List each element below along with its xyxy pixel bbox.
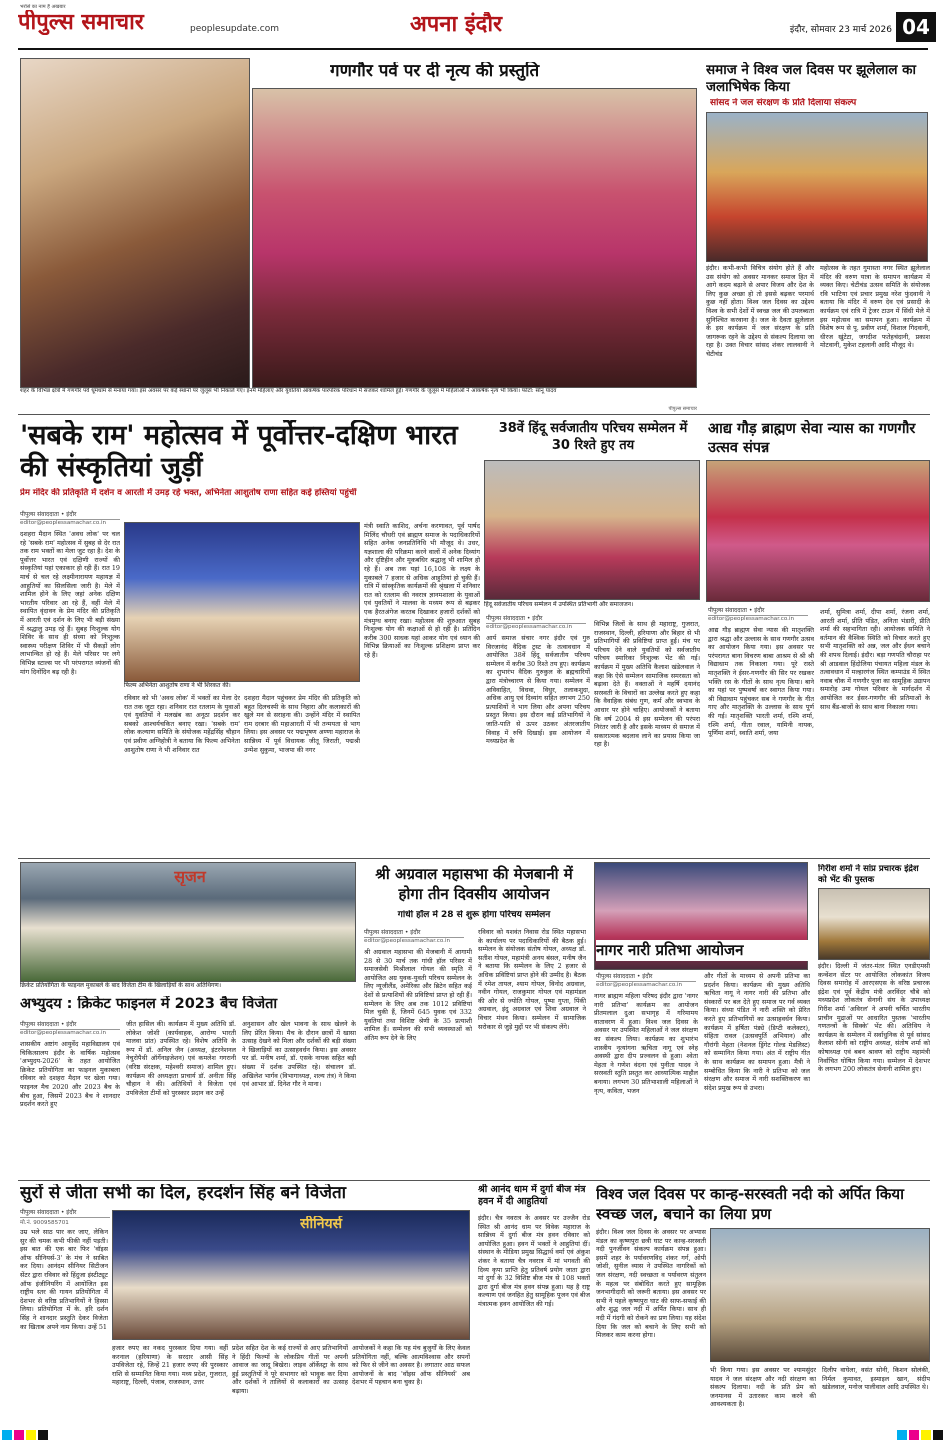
reg-mark-magenta [14, 1430, 24, 1440]
section-rule-1 [18, 414, 930, 415]
reg-mark-black [38, 1430, 48, 1440]
vishwa-jal-col3: दिलीप वाघेला, वसंत सोनी, किशन सोलंकी, निर्मल कुमावत, इस्माइल खान, संदीप खंडेलवाल, मनोज पालीवाल आदि उपस्थित थे। [822, 1366, 930, 1392]
parichay-photo [484, 460, 700, 600]
dateline: इंदौर, सोमवार 23 मार्च 2026 [789, 25, 892, 35]
girish-photo [818, 888, 930, 960]
nagar-nari-byline: पीपुल्स संवाददाता • इंदौर [596, 972, 696, 982]
aadya-gaud-byline: पीपुल्स संवाददाता • इंदौर [708, 606, 808, 616]
nagar-nari-email[interactable]: editor@peoplessamachar.co.in [596, 982, 683, 988]
aadya-gaud-email[interactable]: editor@peoplessamachar.co.in [708, 616, 795, 622]
reg-mark-cyan-right [897, 1430, 907, 1440]
section-rule-2 [18, 858, 930, 859]
jhulelal-col2: महोत्सव के तहत गुमास्ता नगर स्थित झूलेलाल मंदिर की वरुण यात्रा के समापन कार्यक्रम में व्यक्त किए। चेटीचंड उत्सव समिति के संयोजक रवि भाटिया एवं प्रचार प्रमुख नरेश फुंदवानी ने बताया कि मंदिर में वरुण देव एवं प्रसादी के कार्यक्रम एवं रात्रि में ट्रेजर टाउन में सिंधी मेले में इस महोत्सव का समापन हुआ। कार्यक्रम में विशेष रूप से पू. प्रवीण शर्मा, विशाल गिदवानी, धीरज खुंटेटा, जगदीश फतेहचंदानी, प्रकाश मोटवानी, मुकेश टहलानी आदि मौजूद थे। [820, 264, 930, 350]
parichay-caption: हिंदू सर्वजातीय परिचय सम्मेलन में उपस्थित प्रतिभागी और समाजजन। [484, 601, 700, 611]
cricket-banner: सृजन [174, 868, 206, 886]
cricket-email[interactable]: editor@peoplessamachar.co.in [20, 1030, 107, 1036]
sabke-ram-col2: मंत्री स्वाति काशिद, अर्चना करणावत, पूर्व पार्षद मिलिंद चौधरी एवं ब्राह्मण समाज के पदाधिकारियों सहित अनेक जनप्रतिनिधि भी मौजूद थे। उधर, यज्ञशाला की परिक्रमा करने वालों में अनेक दिव्यांग और दृष्टिहीन और मूकबधिर श्रद्धालु भी शामिल हो रहे हैं। अब तक यहां 16,108 के लक्ष्य के मुकाबले 7 हजार से अधिक आहुतियां हो चुकी हैं। रात्रि में सांस्कृतिक कार्यक्रमों की श्रृंखला में शनिवार रात को रतलाम की नवरात्र ज्ञानमशाला के युवाओं एवं युवतियों ने मालवा के मध्यम रूप से बढ़कर एक हैरतअंगेज करतब दिखाकर हजारों दर्शकों को मंत्रमुग्ध बनाए रखा। महोत्सव की शुरुआत सुबह निःशुल्क योग की कक्षाओं से हो रही है। प्रतिदिन करीब 300 साधक यहां आकर योग एवं ध्यान की विभिन्न क्रियाओं का निःशुल्क प्रशिक्षण प्राप्त कर रहे हैं। [364, 522, 480, 659]
cricket-headline: अभ्युदय : क्रिकेट फाइनल में 2023 बैच विजेता [20, 996, 278, 1012]
vishwa-jal-photo [710, 1228, 930, 1362]
logo-tagline: भरोसे का नाम हैं अखबार [20, 4, 66, 10]
sabke-ram-photo-caption: फिल्म अभिनेता आशुतोष राणा ने भी शिरकत की। [124, 682, 360, 692]
nagar-nari-col1: नागर ब्राह्मण महिला परिषद इंदौर द्वारा 'नागर नारी प्रतिभा' कार्यक्रम का आयोजन प्रीतमलाल दुआ सभागृह में गरिमामय वातावरण में हुआ। विश्व जल दिवस के अवसर पर उपस्थित महिलाओं ने जल संरक्षण का संकल्प लिया। कार्यक्रम का शुभारंभ शास्त्रीय नृत्यांगना ऋचिता नागू एवं स्नेह अवस्थी द्वारा दीप प्रज्वलन से हुआ। श्वेता मेहता ने गणेश वंदना एवं पुनीता यादव ने सरस्वती स्तुति प्रस्तुत कर आध्यात्मिक माहौल बनाया। लगभग 30 प्रतिभाशाली महिलाओं ने नृत्य, कविता, भजन [594, 992, 698, 1095]
aadya-gaud-photo [706, 460, 930, 602]
reg-mark-black-right [933, 1430, 943, 1440]
sabke-ram-col4: दशहरा मैदान पहुंचकर प्रेम मंदिर की प्रतिकृति को बहुत दिलचस्पी के साथ निहारा और कलाकारों की खुले मन से सराहना की। उन्होंने मंदिर में स्थापित राम दरबार की महाआरती में भी तन्मयता से भाग लिया। इस अवसर पर पद्मभूषण अण्णा महाराज के सान्निध्य में पूर्व विधायक जीतू जिराती, पद्मश्री उन्मेश सुकुमा, भाजपा की नगर [244, 694, 360, 754]
agrawal-col1: श्री अग्रवाल महासभा की मेजबानी में आगामी 28 से 30 मार्च तक गांधी हॉल परिसर में समाजसेवी मिश्रीलाल गोयल की स्मृति में आयोजित अग्र युवक-युवती परिचय सम्मेलन के लिए न्यूजीलैंड, अमेरिका और ब्रिटेन सहित कई देशों से प्रत्याशियों की प्रविष्टियां प्राप्त हो रही हैं। सम्मेलन के लिए अब तक 1012 प्रविष्टियां मिल चुकी हैं, जिनमें 645 युवक एवं 332 युवतियां तथा विशिष्ट श्रेणी के 35 प्रत्याशी शामिल हैं। सम्मेलन की सभी व्यवस्थाओं को अंतिम रूप देने के लिए [364, 948, 472, 1042]
gangaur-caption: शहर के विभिन्न क्षेत्रों में गणगौर पर्व धूमधाम से मनाया गया। इस अवसर पर कई स्थानों पर जुलूस भी निकाले गए। इनमें महिलाएं और युवतियां आकर्षक पारंपरिक परिधान में सजकर शामिल हुईं। गणगौर के जुलूस में महिलाओं ने आकर्षक नृत्य भी किया। फोटो: सोनू यादव [20, 388, 697, 406]
aadya-gaud-col1: आद्य गौड़ ब्राह्मण सेवा न्यास की मातृशक्ति द्वारा श्रद्धा और उल्लास के साथ गणगौर उत्सव का आयोजन किया गया। इस अवसर पर परंपरागत बाना विचरण बाबा आश्रम से श्री श्री विद्याधाम तक निकाला गया। पूरे रास्ते मातृशक्ति ने ईसर-गणगौर की सिर पर रखकर भक्ति रस के गीतों के साथ नृत्य किया। बाने का यहां पर पुष्पवर्षा कर स्वागत किया गया। श्री विद्याधाम पहुंचकर सब ने गणगौर के गीत गाए और मातृशक्ति के उल्लास के साथ पूर्ण की गई। मातृशक्ति भारती शर्मा, रश्मि शर्मा, रश्मि शर्मा, गीता रवाल, यामिनी नायक, पूर्णिमा शर्मा, स्वाति शर्मा, जया [708, 626, 814, 738]
gangaur-credit: पीपुल्स समाचार [668, 406, 697, 412]
nagar-nari-col2: और गीतों के माध्यम से अपनी प्रतिभा का प्रदर्शन किया। कार्यक्रम की मुख्य अतिथि ऋचिता नागू ने नागर नारी की प्रतिभा और संस्कारों पर बल देते हुए समाज पर गर्व व्यक्त किया। संध्या पंडित ने नारी शक्ति को प्रेरित करते हुए प्रतिभागियों का उत्साहवर्धन किया। कार्यक्रम में हर्षिता पंड्ये (डिप्टी कलेक्टर), संहिता रावल (उत्सवपूर्ति अभियान) और गौरांगी मेहता (नेशनल ड्रिंगेट गोल्ड मेडलिस्ट) को सम्मानित किया गया। अंत में राष्ट्रीय गीत के साथ कार्यक्रम का समापन हुआ। मैत्री ने सम्बोधित किया कि नारी ने प्रतिभा को जल संरक्षण और समाज में नारी सशक्तिकरण का संदेश प्रमुख रूप से उभरा। [704, 972, 810, 1092]
reg-mark-magenta-right [909, 1430, 919, 1440]
section-title: अपना इंदौर [410, 12, 503, 37]
jhulelal-subhead: सांसद ने जल संरक्षण के प्रति दिलाया संकल्प [710, 98, 857, 108]
cricket-caption: क्रिकेट प्रतियोगिता के फाइनल मुकाबले के बाद विजेता टीम के खिलाड़ियों के साथ अतिथिगण। [20, 982, 356, 992]
nagar-nari-headline: नागर नारी प्रतिभा आयोजन [596, 940, 810, 961]
reg-mark-cyan [2, 1430, 12, 1440]
sabke-ram-byline: पीपुल्स संवाददाता • इंदौर [20, 510, 120, 520]
parichay-email[interactable]: editor@peoplessamachar.co.in [486, 624, 573, 630]
agrawal-headline: श्री अग्रवाल महासभा की मेजबानी में होगा तीन दिवसीय आयोजन [375, 865, 573, 903]
cricket-col3: अनुशासन और खेल भावना के साथ खेलने के लिए प्रेरित किया। मैच के दौरान छात्रों में खासा उत्साह देखने को मिला और दर्शकों की बड़ी संख्या ने खिलाड़ियों का उत्साहवर्धन किया। इस अवसर पर डॉ. मनीष शर्मा, डॉ. एसके नायक सहित बड़ी संख्या में दर्शक उपस्थित रहे। संचालन डॉ. अखिलेश भार्गव (विभागाध्यक्ष, शल्य तंत्र) ने किया एवं आभार डॉ. दिनेश गौर ने माना। [242, 1020, 356, 1089]
suron-col4: आयोजकों ने कहा कि यह मंच बुजुर्गों के लिए केवल प्रतियोगिता नहीं, बल्कि आत्मविश्वास और सपनों को फिर से जीने का अवसर है। लगातार आठ सफल आयोजनों के बाद 'वॉइस ऑफ सीनियर्स' अब देशभर में पहचान बना चुका है। [352, 1344, 470, 1387]
anand-dham-headline: श्री आनंद धाम में दुर्गा बीज मंत्र हवन में दी आहुतियां [478, 1184, 586, 1207]
parichay-byline: पीपुल्स संवाददाता • इंदौर [486, 614, 586, 624]
suron-col1: उम्र भले साठ पार कर जाए, लेकिन सुर की चमक कभी फीकी नहीं पड़ती। इस बात की एक बार फिर 'वॉइस ऑफ सीनियर्स-3' के मंच ने साबित कर दिया। आनंदम सीनियर सिटीजन सेंटर द्वारा रविवार को हिंदुजा इंस्टीट्यूट ऑफ इंजीनियरिंग में आयोजित इस राष्ट्रीय स्तर की गायन प्रतियोगिता में देशभर से वरिष्ठ प्रतिभागियों ने हिस्सा लिया। प्रतियोगिता में के. हरि दर्शन सिंह ने शानदार प्रस्तुति देकर विजेता का खिताब अपने नाम किया। उन्हें 51 [20, 1228, 108, 1331]
gangaur-photo-main [252, 88, 697, 388]
vishwa-jal-col2: भी किया गया। इस अवसर पर श्यामसुंदर यादव ने जल संरक्षण और नदी संरक्षण का संकल्प दिलाया। नदी के प्रति प्रेम को जनमानस में उतारकर काम करने की आवश्यकता है। [710, 1366, 816, 1409]
section-rule-3 [18, 1180, 930, 1181]
parichay-col1: आर्य समाज संचार नगर इंदौर एवं गुरु विरजानंद वैदिक ट्रस्ट के तत्वावधान में आयोजित 38वें हिंदू सर्वजातीय परिचय सम्मेलन में करीब 30 रिश्ते तय हुए। कार्यक्रम का शुभारंभ वैदिक गुरुकुल के ब्रह्मचारियों द्वारा मंत्रोच्चारण से किया गया। सम्मेलन में अविवाहित, विधवा, विधुर, तलाकशुदा, अधिक आयु एवं दिव्यांग सहित लगभग 250 प्रत्याशियों ने भाग लिया और अपना परिचय प्रस्तुत किया। इस दौरान कई प्रतिभागियों ने जाति-पाति से ऊपर उठकर अंतरजातीय विवाह में रुचि दिखाई। इस आयोजन में मध्यप्रदेश के [486, 634, 590, 746]
agrawal-subhead: गांधी हॉल में 28 से शुरू होगा परिचय सम्मेलन [397, 910, 551, 920]
suron-byline: पीपुल्स संवाददाता • इंदौर [20, 1208, 110, 1218]
masthead-rule [18, 48, 928, 50]
girish-text: इंदौर। दिल्ली में जंतर-मंतर स्थित एनडीएमसी कन्वेंशन सेंटर पर आयोजित लोककांत विजय दिवस समारोह में आरएसएस के वरिष्ठ प्रचारक इंद्रेश एवं पूर्व केंद्रीय मंत्री अरविंदर चौबे को मध्यप्रदेश लोकतंत्र सेनानी संघ के उपाध्यक्ष गिरीश शर्मा 'अविरल' ने अपनी चर्चित भारतीय प्राचीन मुद्राओं पर आधारित पुस्तक 'भारतीय गणतन्त्रों के सिक्के' भेंट की। अतिथिय ने कार्यक्रम के सम्मेलन में सर्वाधुनिक से पूर्व सांसद कैलाश सोनी को राष्ट्रीय अध्यक्ष, संतोष शर्मा को कोषाध्यक्ष एवं बबन श्रावण को राष्ट्रीय महामंत्री निर्वाचित घोषित किया गया। सम्मेलन में देशभर के लगभग 200 लोकतंत्र सेनानी शामिल हुए। [818, 962, 930, 1074]
gangaur-headline: गणगौर पर्व पर दी नृत्य की प्रस्तुति [330, 62, 540, 81]
agrawal-byline: पीपुल्स संवाददाता • इंदौर [364, 928, 464, 938]
aadya-gaud-col2: शर्मा, सुमित्रा शर्मा, दीपा शर्मा, रंजना शर्मा, आरती शर्मा, प्रीति पंडित, अनिता भंडारी, प्रीति शर्मा की सहभागिता रही। आयोजक समिति ने वर्तमान की वैश्विक स्थिति को विचार करते हुए सभी मातृशक्ति को अन्न, जल और ईंधन बचाने की शपथ दिलाई। इंदौर। बड़ा गणपति चौराहा पर श्री आडवाल हिंदोलिया पंचायत महिला मंडल के तत्वावधान में मल्हारगंज स्थित कम्पाउंड में स्थित नवाब चौक में गणगौर पूजा का सामूहिक उद्यापन समारोह उमा गोयल परिवार के मार्गदर्शन में आयोजित कर ईसर-गणगौर की प्रतिमाओं के साथ बैंड-बाजों के साथ बाना निकाला गया। [820, 608, 930, 711]
jhulelal-col1: इंदौर। कभी-कभी विचित्र संयोग होते हैं और उस संयोग को अवसर मानकर समाज हित में आगे कदम बढ़ाने से अपार विजय और देश के लिए कुछ अच्छा हो तो इससे बढ़कर परमार्थ कुछ नहीं होता। विश्व जल दिवस का उद्देश्य विश्व के सभी देशों में स्वच्छ जल की उपलब्धता सुनिश्चित करवाना है। जल के दैवता झूलेलाल के इस कार्यक्रम में जल संरक्षण के प्रति जागरूक रहने के उद्देश्य से संकल्प दिलाया जा रहा है। उक्त विचार सांसद शंकर लालवानी ने चेटीचंड [706, 264, 814, 358]
suron-phone: मो.नं. 9009585701 [20, 1220, 69, 1226]
sabke-ram-col3: रविवार को भी 'अवध लोक' में भक्तों का मेला देर रात तक जुटा रहा। शनिवार रात रतलाम के युवाओं एवं युवतियों ने मलखंब का अनूठा प्रदर्शन कर सबको आश्चर्यचकित बनाए रखा। 'सबके राम' लोक कल्याण समिति के संयोजक महेंद्रसिंह चौहान एवं प्रवीण अग्निहोत्री ने बताया कि फिल्म अभिनेता आशुतोष राणा ने भी शनिवार रात [124, 694, 240, 754]
girish-headline: गिरीश शर्मा ने सांप्र प्रचारक इंद्रेश को भेंट की पुस्तक [818, 864, 919, 885]
reg-mark-yellow-right [921, 1430, 931, 1440]
aadya-gaud-headline: आद्य गौड़ ब्राह्मण सेवा न्यास का गणगौर उत्सव संपन्न [708, 421, 916, 456]
page-number: 04 [896, 12, 936, 42]
suron-banner: सीनियर्स [300, 1216, 343, 1232]
reg-mark-yellow [26, 1430, 36, 1440]
vishwa-jal-headline: विश्व जल दिवस पर कान्ह-सरस्वती नदी को अर्पित किया स्वच्छ जल, बचाने का लिया प्रण [596, 1185, 904, 1223]
anand-dham-text: इंदौर। चैत्र नवरात्र के अवसर पर उज्जैन रोड स्थित श्री आनंद धाम पर विवेक महाराज के सान्निध्य में दुर्गा बीज मंत्र हवन रविवार को आयोजित हुआ। हवन में भक्तों ने आहुतियां दीं। संस्थान के मीडिया प्रमुख सिद्धार्थ वर्मा एवं अंकुश शंकर ने बताया चैत्र नवरात्र में मां भगवती की दिव्य कृपा प्राप्ति हेतु प्रतिवर्ष प्रयोग जाता द्वारा मां दुर्गा के 32 विशिष्ट बीज मंत्र से 108 भक्तों द्वारा दुर्गा बीज मंत्र हवन संपन्न हुआ। यह है राष्ट्र कल्याण एवं जनहित हेतु सामूहिक पूजन एवं बीज मंत्रात्मक हवन आयोजित की गई। [478, 1214, 590, 1308]
suron-col2: हजार रुपए का नकद पुरस्कार दिया गया। वहीं करनाल (हरियाणा) के सरदार आसी सिंह उपविजेता रहे, जिन्हें 21 हजार रुपए की पुरस्कार राशि से सम्मानित किया गया। मध्य प्रदेश, गुजरात, महाराष्ट्र, दिल्ली, पंजाब, राजस्थान, उत्तर [112, 1344, 228, 1387]
agrawal-col2: रविवार को यशवंत निवास रोड स्थित महासभा के कार्यालय पर पदाधिकारियों की बैठक हुई। सम्मेलन के संयोजक संतोष गोयल, अध्यक्ष डॉ. सतीश गोयल, महामंत्री अनय बंसल, मनीष जैन ने बताया कि सम्मेलन के लिए 2 हजार से अधिक प्रविष्टियां प्राप्त होने की उम्मीद है। बैठक में रमेश तायल, श्याम गोयल, विनोद अग्रवाल, नवीन गोयल, राजकुमार गोयल एवं महामंडल की ओर से ज्योति गोयल, पुष्पा गुप्ता, पिंकी अग्रवाल, इंदु अग्रवाल एवं शिवा अग्रवाल ने विचार मंथन किया। सम्मेलन में सामाजिक सरोकार से जुड़े मुद्दों पर भी संकल्प लेंगे। [478, 928, 586, 1031]
site-url[interactable]: peoplesupdate.com [190, 24, 279, 34]
cricket-col2: जीत हासिल की। कार्यक्रम में मुख्य अतिथि डॉ. लोकेश जोशी (कार्यवाहक, आरोग्य भारती मालवा प्रांत) उपस्थित रहे। विशेष अतिथि के रूप में डॉ. अनिल जैन (अध्यक्ष, इंटरनेशनल नेचुरोपैथी ऑर्गेनाइजेशन) एवं कमलेश गगरानी (वरिष्ठ संरक्षक, महेश्वरी समाज) शामिल हुए। कार्यक्रम की अध्यक्षता प्राचार्य डॉ. अनीता सिंह चौहान ने की। अतिथियों ने विजेता एवं उपविजेता टीमों को पुरस्कार प्रदान कर उन्हें [126, 1020, 236, 1097]
agrawal-email[interactable]: editor@peoplessamachar.co.in [364, 938, 451, 944]
vishwa-jal-col1: इंदौर। विश्व जल दिवस के अवसर पर अभ्यास मंडल का कृष्णपुरा छत्री घाट पर कान्ह-सरस्वती नदी पुनर्जीवन संकल्प कार्यक्रम संपन्न हुआ। इसमें शहर के पर्यावरणविद् शंकर गर्ग, ओपी जोशी, सुनील व्यास ने उपस्थित नागरिकों को जल संरक्षण, नदी स्वच्छता व पर्यावरण संतुलन के महत्व पर संबोधित करते हुए सामूहिक जनभागीदारी को जरूरी बताया। इस अवसर पर सभी ने पहले कृष्णपुरा घाट की साफ-सफाई की और शुद्ध जल नदी में अर्पित किया। साथ ही नदी में गंदगी को रोकने का प्रण लिया। यह संदेश दिया कि जल को बचाने के लिए सभी को मिलकर काम करना होगा। [596, 1228, 706, 1340]
sabke-ram-col1: दशहरा मैदान स्थित 'अवध लोक' पर चल रहे 'सबके राम' महोत्सव में सुबह से देर रात तक राम भक्तों का मेला जुट रहा है। देश के पूर्वोत्तर भारत एवं दक्षिणी राज्यों की संस्कृतियां यहां एकाकार हो रही हैं। रात 19 मार्च से चल रहे लक्ष्मीनारायण महायज्ञ में आहुतियों का सिलसिला जारी है। मेले में शामिल होने के लिए जहां अनेक दक्षिण भारतीय परिवार आ रहे हैं, वहीं मेले में स्थापित वृंदावन के प्रेम मंदिर की प्रतिकृति में आरती एवं दर्शन के लिए भी बड़ी संख्या में श्रद्धालु उमड़ रहे हैं। सुबह निःशुल्क योग शिविर के साथ ही संध्या को निःशुल्क स्वास्थ्य परीक्षण शिविर में भी सैकड़ों लोग लाभान्वित हो रहे हैं। मेले परिसर पर लगे विभिन्न स्टाल्स पर भी परंपरागत व्यंजनों की मांग दिनोंदिन बढ़ रही है। [20, 530, 120, 676]
sabke-ram-headline: 'सबके राम' महोत्सव में पूर्वोत्तर-दक्षिण भारत की संस्कृतियां जुड़ीं [20, 420, 458, 483]
cricket-col1: शासकीय अष्टांग आयुर्वेद महाविद्यालय एवं चिकित्सालय इंदौर के वार्षिक महोत्सव 'अभ्युदय-2026' के तहत आयोजित क्रिकेट प्रतियोगिता का फाइनल मुकाबला रविवार को दशहरा मैदान पर खेला गया। फाइनल मैच 2020 और 2023 बैच के बीच हुआ, जिसमें 2023 बैच ने शानदार प्रदर्शन करते हुए [20, 1040, 120, 1109]
sabke-ram-photo [124, 522, 360, 682]
suron-headline: सुरों से जीता सभी का दिल, हरदर्शन सिंह बने विजेता [20, 1184, 347, 1203]
jhulelal-photo [706, 112, 928, 262]
parichay-headline: 38वें हिंदू सर्वजातीय परिचय सम्मेलन में 30 रिश्ते हुए तय [498, 421, 688, 453]
jhulelal-headline: समाज ने विश्व जल दिवस पर झूलेलाल का जलाभिषेक किया [706, 62, 917, 95]
sabke-ram-email[interactable]: editor@peoplessamachar.co.in [20, 520, 107, 526]
cricket-byline: पीपुल्स संवाददाता • इंदौर [20, 1020, 120, 1030]
sabke-ram-subhead: प्रेम मंदिर की प्रतिकृति में दर्शन व आरती में उमड़ रहे भक्त, अभिनेता आशुतोष राणा सहित कई हस्तियां पहुंचीं [20, 488, 357, 498]
logo: पीपुल्स समाचार [18, 10, 144, 35]
suron-col3: प्रदेश सहित देश के कई राज्यों से आए प्रतिभागियों ने हिंदी फिल्मों के लोकप्रिय गीतों पर अपनी आवाज का जादू बिखेरा। लाइव ऑर्केस्ट्रा के साथ हुई प्रस्तुतियों ने पूरे सभागार को भावुक कर दिया और दर्शकों ने तालियों से कलाकारों का उत्साह बढ़ाया। [232, 1344, 348, 1395]
parichay-col2: विभिन्न जिलों के साथ ही महाराष्ट्र, गुजरात, राजस्थान, दिल्ली, हरियाणा और बिहार से भी प्रतिभागियों की प्रविष्टियां प्राप्त हुईं। मंच पर परिचय देने वाले युवतियों को सर्वजातीय परिचय स्मारिका निःशुल्क भेंट की गई। कार्यक्रम में मुख्य अतिथि कैलाश खंडेलवाल ने कहा कि ऐसे सम्मेलन सामाजिक समरसता को बढ़ावा देते हैं। वक्ताओं ने महर्षि दयानंद सरस्वती के विचारों का उल्लेख करते हुए कहा कि वैवाहिक संबंध गुण, कर्म और स्वभाव के आधार पर होने चाहिए। आयोजकों ने बताया कि वर्ष 2004 से इस सम्मेलन की परंपरा निरंतर जारी है और इसके माध्यम से समाज में सकारात्मक बदलाव लाने का प्रयास किया जा रहा है। [594, 620, 700, 749]
gangaur-photo-left [20, 58, 250, 388]
